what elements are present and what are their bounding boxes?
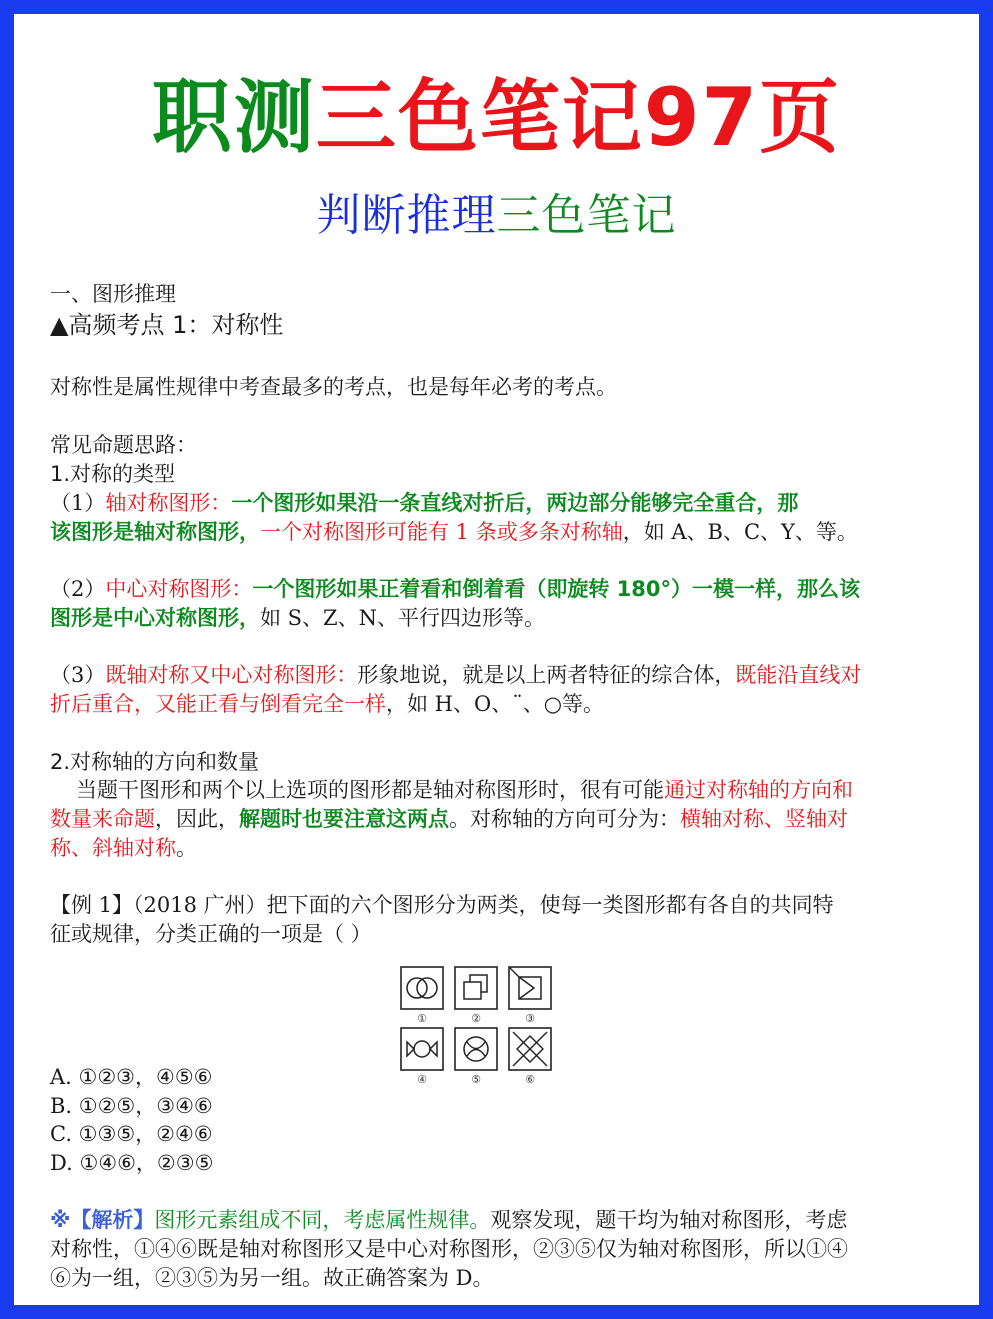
p2-definition-end: 图形是中心对称图形， <box>50 606 260 630</box>
p4-highlight-b: 解题时也要注意这两点 <box>239 807 449 831</box>
analysis-highlight: 图形元素组成不同，考虑属性规律。 <box>154 1208 491 1232</box>
figure-label-1: ① <box>417 1012 427 1025</box>
highlight-heading: ▲高频考点 1：对称性 <box>50 311 284 339</box>
analysis-text: 观察发现，题干均为轴对称图形，考虑 <box>490 1208 848 1232</box>
paragraph-4-line-3 <box>50 834 960 863</box>
p1-term: 轴对称图形： <box>105 491 232 515</box>
option-b[interactable]: B. ①②⑤，③④⑥ <box>50 1094 213 1118</box>
p4-text-a: 当题干图形和两个以上选项的图形都是轴对称图形时，很有可能 <box>76 778 664 802</box>
example-line-1: 【例 1】（2018 广州）把下面的六个图形分为两类，使每一类图形都有各自的共同特 <box>50 893 834 917</box>
p3-highlight: 既能沿直线对 <box>735 663 862 687</box>
paragraph-4-line-2 <box>50 805 960 834</box>
analysis-line-1 <box>50 1206 960 1235</box>
p4-text-b: ，因此， <box>155 807 239 831</box>
p1-axis-note: 一个对称图形可能有 1 条或多条对称轴 <box>260 520 623 544</box>
figure-label-4: ④ <box>417 1073 427 1086</box>
p4-highlight-c-end: 称、斜轴对称 <box>50 836 176 860</box>
subheading-1: 1.对称的类型 <box>50 462 176 486</box>
paragraph-2-line-2 <box>50 604 960 633</box>
p4-highlight-a: 通过对称轴的方向和 <box>664 778 853 802</box>
subtitle-part-blue: 判断推理 <box>316 190 497 241</box>
analysis-label: ※【解析】 <box>50 1208 155 1232</box>
p4-highlight-a-end: 数量来命题 <box>50 807 155 831</box>
subheading-2: 2.对称轴的方向和数量 <box>50 750 260 774</box>
title-part-red: 三色笔记97页 <box>315 71 842 164</box>
p2-definition: 一个图形如果正着看和倒着看（即旋转 180°）一模一样，那么该 <box>252 577 861 601</box>
example-line-2: 征或规律，分类正确的一项是（ ） <box>50 922 372 946</box>
paragraph-2-line-1 <box>50 575 960 604</box>
subtitle-part-green: 三色笔记 <box>496 190 677 241</box>
analysis-line-3: ⑥为一组，②③⑤为另一组。故正确答案为 D。 <box>50 1266 494 1290</box>
figure-label-3: ③ <box>525 1012 535 1025</box>
figure-label-2: ② <box>471 1012 481 1025</box>
p3-highlight-end: 折后重合，又能正看与倒看完全一样 <box>50 692 386 716</box>
option-d[interactable]: D. ①④⑥，②③⑤ <box>50 1151 214 1175</box>
paragraph-3-line-2 <box>50 690 960 719</box>
p1-definition: 一个图形如果沿一条直线对折后，两边部分能够完全重合，那 <box>231 491 799 515</box>
p3-num: （3） <box>50 663 106 687</box>
paragraph-1-line-2 <box>50 518 960 547</box>
p3-examples: ，如 H、O、¨、○等。 <box>386 692 605 716</box>
section-heading: 一、图形推理 <box>50 282 176 306</box>
figure-3 <box>508 966 552 1010</box>
figure-label-5: ⑤ <box>471 1073 481 1086</box>
p1-definition-end: 该图形是轴对称图形， <box>50 520 260 544</box>
paragraph-1-line-1 <box>50 489 960 518</box>
figure-2 <box>454 966 498 1010</box>
analysis-line-2: 对称性，①④⑥既是轴对称图形又是中心对称图形，②③⑤仅为轴对称图形，所以①④ <box>50 1237 848 1261</box>
p1-num: （1） <box>50 491 106 515</box>
p4-period: 。 <box>176 836 197 860</box>
p2-examples: 如 S、Z、N、平行四边形等。 <box>260 606 546 630</box>
p2-num: （2） <box>50 577 106 601</box>
page-title <box>0 68 993 168</box>
title-part-green: 职测 <box>151 71 316 164</box>
option-c[interactable]: C. ①③⑤，②④⑥ <box>50 1122 213 1146</box>
figure-label-6: ⑥ <box>525 1073 535 1086</box>
common-label: 常见命题思路： <box>50 433 197 457</box>
intro-text: 对称性是属性规律中考查最多的考点，也是每年必考的考点。 <box>50 375 617 399</box>
paragraph-3-line-1 <box>50 661 960 690</box>
p3-description: 形象地说，就是以上两者特征的综合体， <box>357 663 736 687</box>
p1-examples: ，如 A、B、C、Y、等。 <box>622 520 858 544</box>
p2-term: 中心对称图形： <box>105 577 253 601</box>
paragraph-4-line-1 <box>50 776 960 805</box>
p4-text-c: 。对称轴的方向可分为： <box>449 807 680 831</box>
p3-term: 既轴对称又中心对称图形： <box>105 663 358 687</box>
figure-1 <box>400 966 444 1010</box>
option-a[interactable]: A. ①②③，④⑤⑥ <box>50 1065 213 1089</box>
p4-highlight-c: 横轴对称、竖轴对 <box>680 807 848 831</box>
page-subtitle <box>0 186 993 246</box>
